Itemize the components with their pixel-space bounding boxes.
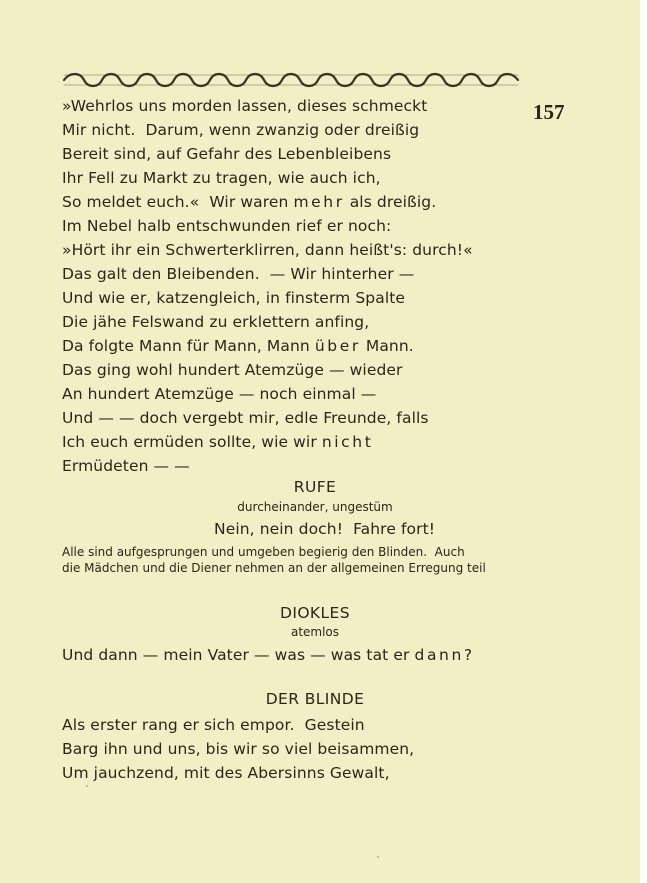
verse-line: Das ging wohl hundert Atemzüge — wieder — [62, 361, 403, 379]
verse-line: Barg ihn und uns, bis wir so viel beisammen, — [62, 740, 415, 758]
page-edge — [640, 0, 647, 883]
verse-line: Ich euch ermüden sollte, wie wir nicht — [62, 433, 374, 451]
stage-direction: atemlos — [290, 625, 340, 639]
verse-line: Als erster rang er sich empor. Gestein — [62, 716, 365, 734]
verse-line: Ermüdeten — — — [62, 457, 190, 475]
verse-line: Das galt den Bleibenden. — Wir hinterher — — [62, 265, 415, 283]
verse-line: Da folgte Mann für Mann, Mann über Mann. — [62, 337, 414, 355]
stage-direction: durcheinander, ungestüm — [237, 500, 393, 514]
verse-line: An hundert Atemzüge — noch einmal — — [62, 385, 377, 403]
emphasis: über — [314, 337, 361, 355]
verse-line: Und wie er, katzengleich, in finsterm Spalte — [62, 289, 406, 307]
verse-line: »Wehrlos uns morden lassen, dieses schmeckt — [62, 97, 428, 115]
speaker-name: RUFE — [293, 478, 337, 496]
verse-line: Bereit sind, auf Gefahr des Lebenbleibens — [62, 145, 392, 163]
verse-line: Und dann — mein Vater — was — was tat er dann? — [62, 646, 473, 664]
verse-line: Und — — doch vergebt mir, edle Freunde, falls — [62, 409, 429, 427]
verse-line: Im Nebel halb entschwunden rief er noch: — [62, 217, 392, 235]
page-number: 157 — [533, 100, 565, 124]
verse-line: Nein, nein doch! Fahre fort! — [214, 520, 436, 538]
emphasis: mehr — [293, 193, 345, 211]
verse-line: Die jähe Felswand zu erklettern anfing, — [62, 313, 370, 331]
verse-line: So meldet euch.« Wir waren mehr als dreißig. — [62, 193, 437, 211]
emphasis: nicht — [321, 433, 374, 451]
paper-speck — [86, 785, 88, 787]
paper-speck — [377, 856, 379, 858]
emphasis: dann — [414, 646, 464, 664]
decorative-border-ornament — [62, 70, 522, 90]
stage-direction: die Mädchen und die Diener nehmen an der allgemeinen Erregung teil — [62, 561, 486, 575]
stage-direction: Alle sind aufgesprungen und umgeben begierig den Blinden. Auch — [62, 545, 465, 559]
speaker-name: DIOKLES — [280, 604, 350, 622]
verse-line: Um jauchzend, mit des Abersinns Gewalt, — [62, 764, 390, 782]
verse-line: Ihr Fell zu Markt zu tragen, wie auch ich, — [62, 169, 381, 187]
speaker-name: DER BLINDE — [265, 690, 365, 708]
verse-line: Mir nicht. Darum, wenn zwanzig oder dreißig — [62, 121, 420, 139]
verse-line: »Hört ihr ein Schwerterklirren, dann heißt's: durch!« — [62, 241, 473, 259]
